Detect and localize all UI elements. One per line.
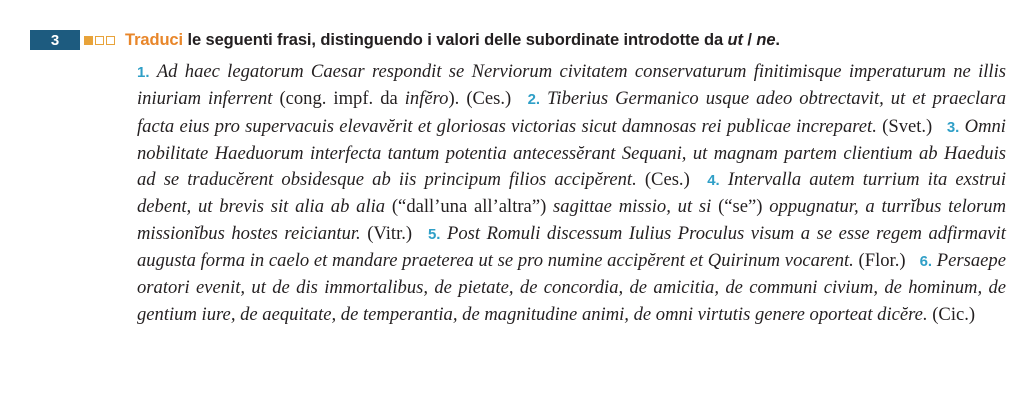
- latin-text: oppugnatur, a turrĭbus telorum missionĭbus hostes reiciantur.: [137, 196, 1006, 244]
- latin-text: Persaepe oratori evenit, ut de dis immortalibus, de pietate, de concordia, de amicitia, de communi civium, de hominum, de gentium iure, de aequitate, de temperantia, de magnitudine animi, de omni virtutis genere oporteat dicĕre.: [137, 250, 1006, 325]
- exercise-header: [30, 27, 780, 53]
- exercise-sentences: [137, 59, 1006, 328]
- latin-text: Ad haec legatorum Caesar respondit se Nerviorum civitatem conservaturum finitimisque imperaturum ne illis iniuriam inferrent: [137, 61, 1006, 110]
- note-text: (cong. impf. da: [272, 88, 405, 110]
- instruction-period: .: [775, 30, 780, 49]
- instruction-ut: ut: [727, 30, 743, 49]
- instruction-ne: ne: [756, 30, 776, 49]
- latin-text: Post Romuli discessum Iulius Proculus visum a se esse regem adfirmavit augusta forma in caelo et mandare praeterea ut se pro numine accipĕrent et Quirinum vocarent.: [137, 222, 1006, 272]
- latin-text: Omni nobilitate Haeduorum interfecta tantum potentia antecessĕrant Sequani, ut magnam partem clientium ab Haeduis ad se traducĕrent obsidesque ab iis principum filios accipĕrent.: [137, 115, 1006, 191]
- exercise-number-badge: 3: [30, 30, 80, 50]
- note-text: ). (Ces.): [448, 88, 512, 110]
- note-text: (Svet.): [876, 115, 933, 137]
- difficulty-square-empty: [106, 36, 115, 45]
- difficulty-indicator: [84, 36, 117, 45]
- latin-text: Tiberius Germanico usque adeo obtrectavit, ut et praeclara facta eius pro supervacuis elevavĕrit et gloriosas victorias sicut damnosas rei publicae increparet.: [137, 88, 1006, 137]
- latin-text: sagittae missio, ut si: [553, 196, 712, 218]
- difficulty-square-filled: [84, 36, 93, 45]
- instruction-slash: /: [742, 30, 757, 49]
- latin-text: Intervalla autem turrium ita exstrui debent, ut brevis sit alia ab alia: [137, 169, 1007, 218]
- note-text: (“se”): [711, 196, 770, 218]
- sentence-number: 3.: [946, 118, 960, 136]
- difficulty-square-empty: [95, 36, 104, 45]
- exercise-instruction: [125, 31, 780, 50]
- note-text: (“dall’una all’altra”): [385, 196, 554, 218]
- sentence-number: 6.: [919, 253, 933, 271]
- sentence-number: 2.: [527, 91, 541, 109]
- sentence-number: 5.: [427, 225, 441, 243]
- note-text: (Flor.): [853, 250, 906, 272]
- note-text: (Cic.): [927, 303, 976, 325]
- instruction-text: le seguenti frasi, distinguendo i valori delle subordinate introdotte da: [183, 30, 728, 49]
- note-text: (Ces.): [636, 169, 690, 191]
- sentence-number: 4.: [707, 172, 720, 190]
- instruction-verb: Traduci: [125, 30, 183, 49]
- note-text: (Vitr.): [360, 222, 413, 244]
- sentence-number: 1.: [137, 64, 150, 81]
- latin-text: infĕro: [404, 88, 449, 110]
